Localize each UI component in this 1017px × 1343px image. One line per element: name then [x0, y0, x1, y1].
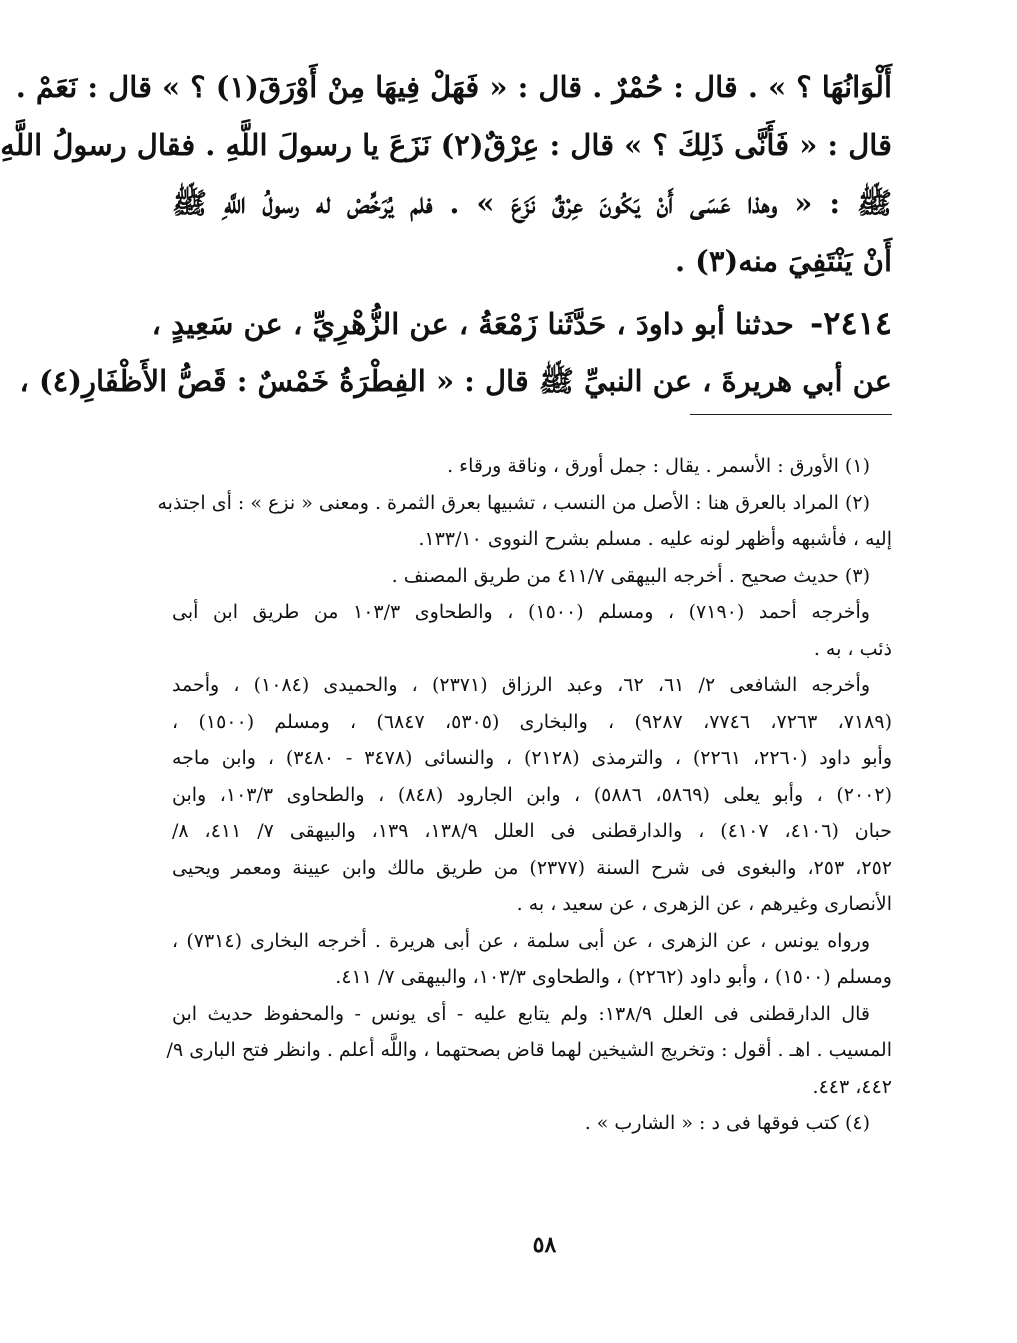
footnotes [157, 448, 893, 1142]
footnote-line: (١) الأورق : الأسمر . يقال : جمل أورق ، وناقة ورقاء . [447, 455, 870, 477]
main-text-line: أَنْ يَنْتَفِيَ منه(٣) . [674, 244, 892, 278]
main-text-line: أَلْوَانُهَا ؟ » . قال : حُمْرٌ . قال : « فَهَلْ فِيهَا مِنْ أَوْرَقَ(١) ؟ » قال : نَعَمْ . [15, 70, 892, 104]
footnote-line: (٧١٨٩، ٧٢٦٣، ٧٧٤٦، ٩٢٨٧) ، والبخارى (٥٣٠٥، ٦٨٤٧) ، ومسلم (١٥٠٠) ، [172, 710, 893, 733]
footnote-line: ذئب ، به . [813, 637, 892, 660]
hadith-text: حدثنا أبو داودَ ، حَدَّثَنا زَمْعَةُ ، عن الزُّهْرِيِّ ، عن سَعِيدٍ ، [151, 307, 794, 341]
hadith-line: عن أبي هريرةَ ، عن النبيِّ ﷺ قال : « الفِطْرَةُ خَمْسٌ : قَصُّ الأَظْفَارِ(٤) ، [19, 364, 892, 398]
footnote-line: (٢) المراد بالعرق هنا : الأصل من النسب ، تشبيها بعرق الثمرة . ومعنى « نزع » : أى اجتذبه [157, 491, 870, 514]
footnote-line: إليه ، فأشبهه وأظهر لونه عليه . مسلم بشرح النووى ١٣٣/١٠. [418, 528, 892, 550]
footnote-line: (٣) حديث صحيح . أخرجه البيهقى ٤١١/٧ من طريق المصنف . [391, 564, 870, 587]
hadith-line [151, 294, 892, 352]
hadith-number: ٢٤١٤- [809, 304, 892, 342]
hadith-entry [19, 294, 892, 410]
footnote-line: ٤٤٢، ٤٤٣. [812, 1075, 892, 1098]
footnote-line: الأنصارى وغيرهم ، عن الزهرى ، عن سعيد ، به . [516, 893, 892, 915]
footnote-line: قال الدارقطنى فى العلل ١٣٨/٩: ولم يتابع عليه - أى يونس - والمحفوظ حديث ابن [172, 1002, 871, 1025]
footnote-line: وأخرجه أحمد (٧١٩٠) ، ومسلم (١٥٠٠) ، والطحاوى ١٠٣/٣ من طريق ابن أبى [172, 601, 870, 623]
footnote-line: وأخرجه الشافعى ٢/ ٦١، ٦٢، وعبد الرزاق (٢٣٧١) ، والحميدى (١٠٨٤) ، وأحمد [172, 674, 871, 696]
footnote-line: المسيب . اهـ . أقول : وتخريج الشيخين لهما قاض بصحتهما ، واللَّه أعلم . وانظر فتح البارى ٩/ [166, 1039, 892, 1061]
main-text-line: قال : « فَأَنَّى ذَلِكَ ؟ » قال : عِرْقٌ(٢) نَزَعَ يا رسولَ اللَّهِ . فقال رسولُ اللَّهِ [0, 128, 892, 162]
footnote-line: ورواه يونس ، عن الزهرى ، عن أبى سلمة ، عن أبى هريرة . أخرجه البخارى (٧٣١٤) ، [172, 929, 870, 952]
page-number: ٥٨ [532, 1232, 557, 1258]
footnote-line: ٢٥٢، ٢٥٣، والبغوى فى شرح السنة (٢٣٧٧) من طريق مالك وابن عيينة ومعمر ويحيى [172, 856, 892, 879]
footnote-line: (٢٠٠٢) ، وأبو يعلى (٥٨٦٩، ٥٨٨٦) ، وابن الجارود (٨٤٨) ، والطحاوى ١٠٣/٣، وابن [172, 783, 893, 806]
footnote-line: ومسلم (١٥٠٠) ، وأبو داود (٢٢٦٢) ، والطحاوى ١٠٣/٣، والبيهقى ٧/ ٤١١. [335, 966, 892, 988]
footnote-line: وأبو داود (٢٢٦٠، ٢٢٦١) ، والترمذى (٢١٢٨) ، والنسائى (٣٤٧٨ - ٣٤٨٠) ، وابن ماجه [172, 747, 893, 769]
main-text-line: ﷺ : « وهذا عَسَى أَنْ يَكُونَ عِرْقٌ نَزَعَ » . فلم يُرَخِّصْ له رسولُ اللَّهِ ﷺ [172, 186, 892, 220]
footnote-line: حبان (٤١٠٦، ٤١٠٧) ، والدارقطنى فى العلل ١٣٨/٩، ١٣٩، والبيهقى ٧/ ٤١١، ٨/ [172, 820, 893, 842]
footnote-divider [690, 414, 892, 415]
footnote-line: (٤) كتب فوقها فى د : « الشارب » . [584, 1112, 870, 1134]
main-text [0, 58, 892, 410]
